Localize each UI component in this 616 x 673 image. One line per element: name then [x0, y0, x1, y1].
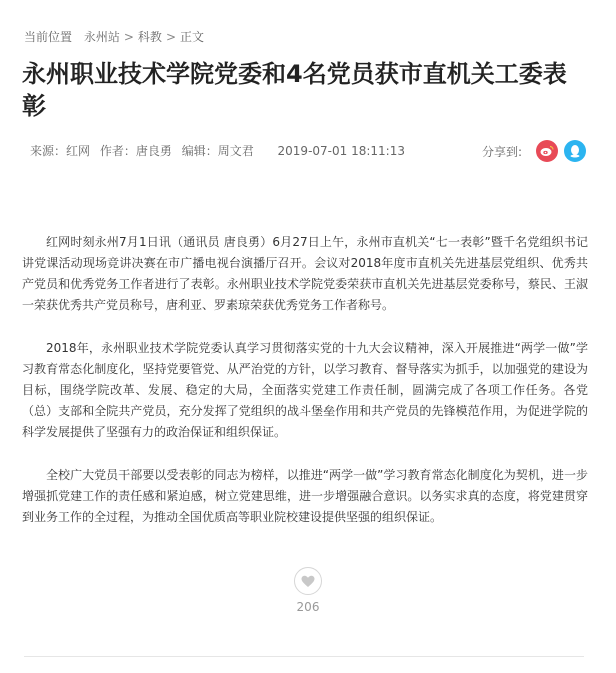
article-meta [30, 142, 411, 159]
article-body [22, 232, 588, 550]
breadcrumb-separator: > [123, 30, 134, 44]
article-editor: 编辑：周文君 [181, 144, 254, 158]
breadcrumb-prefix: 当前位置 [24, 30, 73, 44]
article-paragraph: 全校广大党员干部要以受表彰的同志为榜样，以推进“两学一做”学习教育常态化制度化为契机，进一步增强抓党建工作的责任感和紧迫感，树立党建思维，进一步增强融合意识。以务实求真的态度，将党建贯穿到业务工作的全过程，为推动全国优质高等职业院校建设提供坚强的组织保证。 [22, 468, 588, 524]
like-section [0, 567, 616, 614]
breadcrumb [24, 28, 204, 45]
like-button[interactable] [294, 567, 322, 595]
article-paragraph: 2018年，永州职业技术学院党委认真学习贯彻落实党的十九大会议精神，深入开展推进“两学一做”学习教育常态化制度化，坚持党要管党、从严治党的方针，以学习教育、督导落实为抓手，以加强党的建设为目标，围绕学院改革、发展、稳定的大局，全面落实党建工作责任制，圆满完成了各项工作任务。各党（总）支部和全院共产党员，充分发挥了党组织的战斗堡垒作用和共产党员的先锋模范作用，为促进学院的科学发展提供了坚强有力的政治保证和组织保证。 [22, 341, 588, 439]
article-source: 来源：红网 [30, 144, 91, 158]
article-author: 作者：唐良勇 [99, 144, 172, 158]
weibo-share-button[interactable] [536, 140, 558, 162]
breadcrumb-separator: > [165, 30, 176, 44]
breadcrumb-item-category[interactable]: 科教 [137, 30, 162, 44]
heart-icon [301, 575, 315, 588]
article-paragraph: 红网时刻永州7月1日讯（通讯员 唐良勇）6月27日上午，永州市直机关“七一表彰”暨千名党组织书记讲党课活动现场竞讲决赛在市广播电视台演播厅召开。会议对2018年度市直机关先进基层党组织、优秀共产党员和优秀党务工作者进行了表彰。永州职业技术学院党委荣获市直机关先进基层党委称号，蔡民、王淑一荣获优秀共产党员称号，唐利亚、罗素琼荣获优秀党务工作者称号。 [22, 235, 588, 312]
weibo-icon [540, 145, 554, 157]
qq-share-button[interactable] [564, 140, 586, 162]
article-title: 永州职业技术学院党委和4名党员获市直机关工委表彰 [22, 60, 567, 120]
qq-icon [569, 144, 581, 158]
like-count: 206 [296, 600, 320, 614]
divider [24, 656, 584, 657]
share-label: 分享到: [481, 144, 522, 159]
breadcrumb-item-current: 正文 [180, 30, 205, 44]
share-bar [482, 140, 586, 162]
breadcrumb-item-station[interactable]: 永州站 [83, 30, 120, 44]
article-datetime: 2019-07-01 18:11:13 [277, 144, 405, 158]
